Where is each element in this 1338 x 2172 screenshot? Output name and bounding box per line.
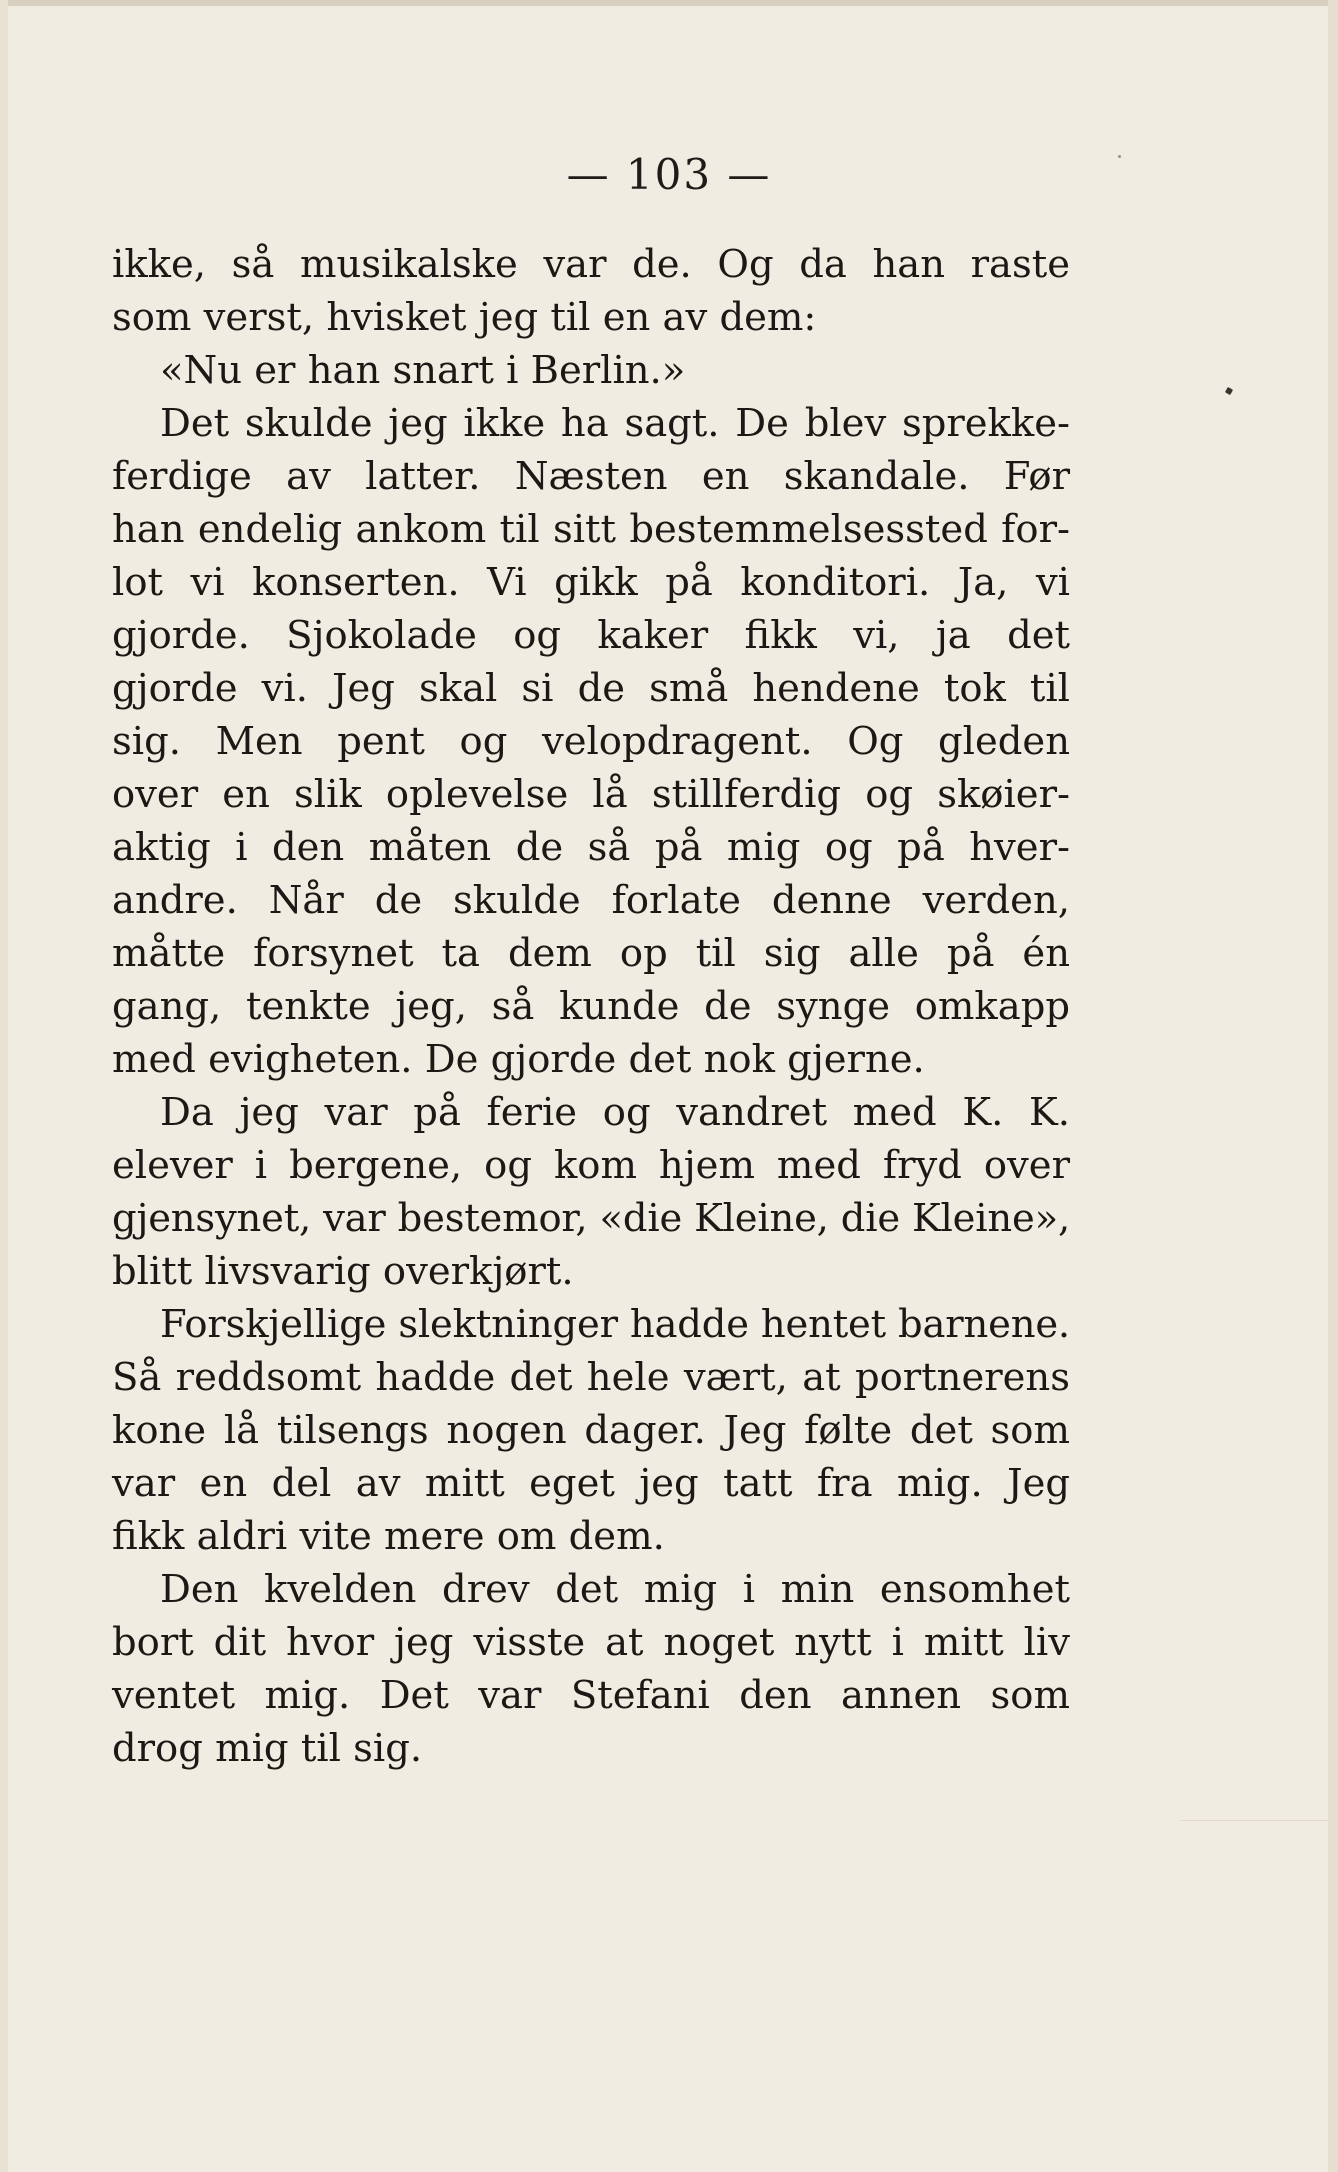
text-line: kone lå tilsengs nogen dager. Jeg følte det som: [112, 1408, 1070, 1453]
text-line: gjorde. Sjokolade og kaker fikk vi, ja det: [112, 613, 1070, 658]
page-top-edge: [0, 0, 1338, 6]
paragraph: [112, 344, 1070, 397]
text-line: gjorde vi. Jeg skal si de små hendene tok til: [112, 666, 1070, 711]
text-line: Forskjellige slektninger hadde hentet barnene.: [160, 1302, 1070, 1347]
text-line: over en slik oplevelse lå stillferdig og skøier-: [112, 772, 1070, 817]
body-text: [112, 238, 1070, 1775]
paragraph: [112, 1563, 1070, 1775]
paragraph: [112, 397, 1070, 1086]
paragraph: [112, 238, 1070, 344]
text-line: Den kvelden drev det mig i min ensomhet: [160, 1567, 1070, 1612]
text-line: gjensynet, var bestemor, «die Kleine, die Kleine»,: [112, 1196, 1070, 1241]
text-line: drog mig til sig.: [112, 1726, 423, 1771]
text-line: ferdige av latter. Næsten en skandale. Før: [112, 454, 1070, 499]
paragraph: [112, 1298, 1070, 1563]
text-line: andre. Når de skulde forlate denne verden,: [112, 878, 1070, 923]
text-line: han endelig ankom til sitt bestemmelsessted for-: [112, 507, 1070, 552]
text-line: som verst, hvisket jeg til en av dem:: [112, 295, 817, 340]
ink-speck: [1225, 387, 1233, 395]
text-line: Så reddsomt hadde det hele vært, at portnerens: [112, 1355, 1070, 1400]
text-line: gang, tenkte jeg, så kunde de synge omkapp: [112, 984, 1070, 1029]
page-number: — 103 —: [566, 150, 772, 199]
text-line: «Nu er han snart i Berlin.»: [160, 348, 686, 393]
paragraph: [112, 1086, 1070, 1298]
text-line: med evigheten. De gjorde det nok gjerne.: [112, 1037, 925, 1082]
text-line: sig. Men pent og velopdragent. Og gleden: [112, 719, 1070, 764]
text-line: måtte forsynet ta dem op til sig alle på én: [112, 931, 1070, 976]
page-right-edge: [1328, 0, 1338, 2172]
text-line: Da jeg var på ferie og vandret med K. K.: [160, 1090, 1070, 1135]
text-line: ventet mig. Det var Stefani den annen som: [112, 1673, 1070, 1718]
text-line: Det skulde jeg ikke ha sagt. De blev sprekke-: [160, 401, 1070, 446]
text-line: lot vi konserten. Vi gikk på konditori. Ja, vi: [112, 560, 1070, 605]
text-line: elever i bergene, og kom hjem med fryd over: [112, 1143, 1070, 1188]
text-line: blitt livsvarig overkjørt.: [112, 1249, 574, 1294]
text-line: ikke, så musikalske var de. Og da han raste: [112, 242, 1070, 287]
text-line: bort dit hvor jeg visste at noget nytt i mitt liv: [112, 1620, 1070, 1665]
text-line: var en del av mitt eget jeg tatt fra mig. Jeg: [112, 1461, 1070, 1506]
paper-crease: [1180, 1820, 1330, 1821]
page-left-edge: [0, 0, 8, 2172]
text-line: aktig i den måten de så på mig og på hver-: [112, 825, 1070, 870]
text-line: fikk aldri vite mere om dem.: [112, 1514, 665, 1559]
